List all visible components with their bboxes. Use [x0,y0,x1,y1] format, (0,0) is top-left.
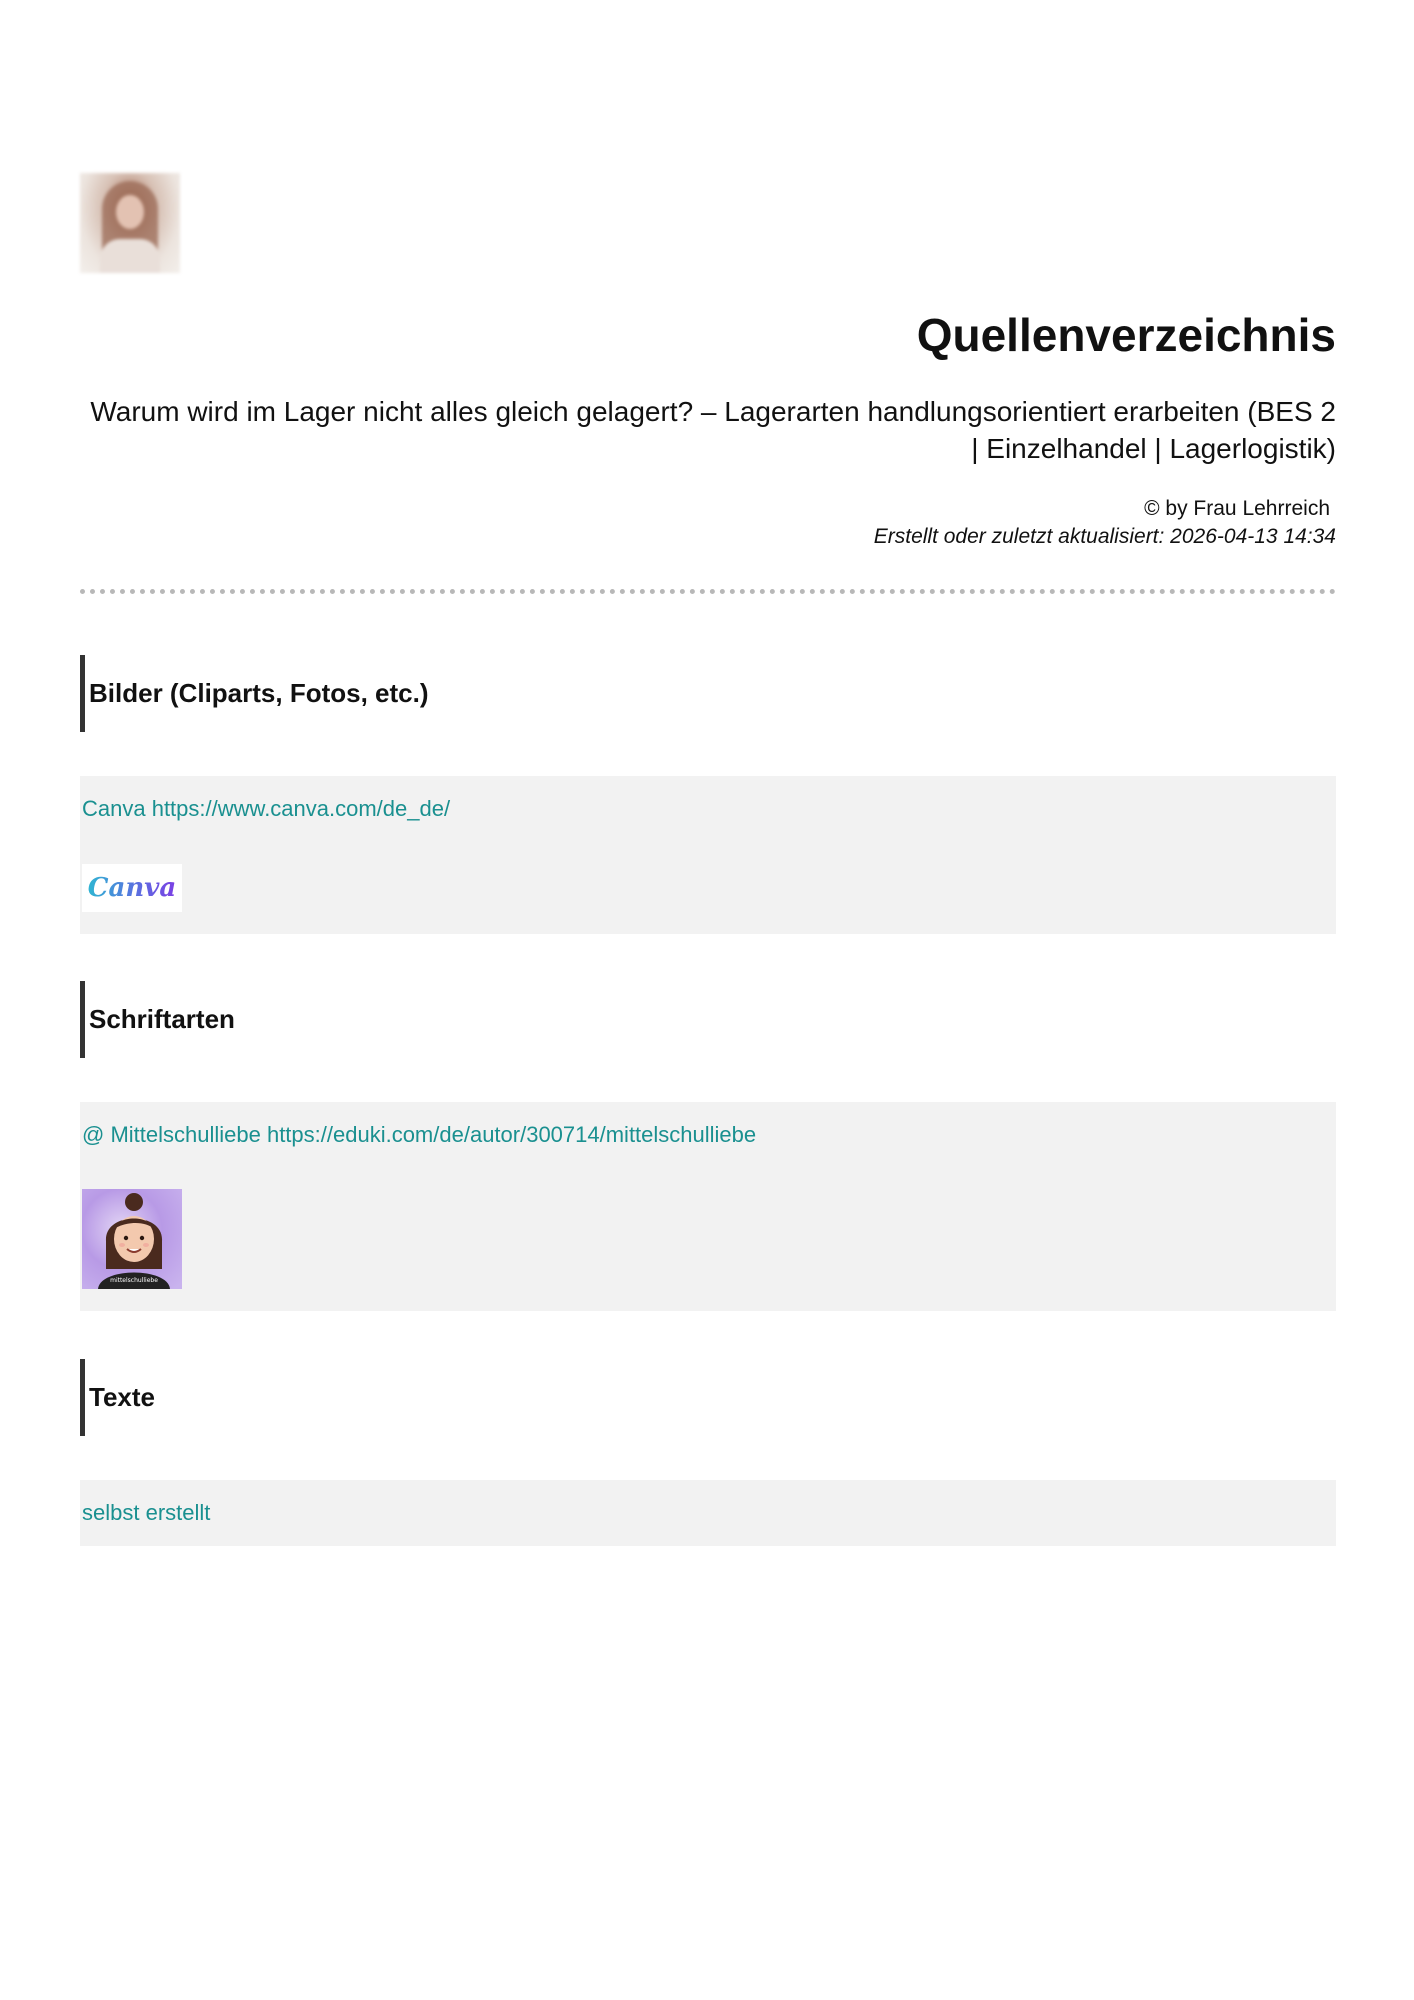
page-title: Quellenverzeichnis [916,309,1336,361]
dotted-divider [80,589,1336,594]
canva-logo-icon [82,864,182,912]
svg-text:mittelschulliebe: mittelschulliebe [110,1277,158,1284]
source-link-canva[interactable]: Canva https://www.canva.com/de_de/ [82,796,451,821]
svg-text:Canva: Canva [87,873,177,903]
copyright-text: © by Frau Lehrreich [1144,497,1330,520]
author-avatar [80,173,180,273]
source-link-mittelschulliebe[interactable]: @ Mittelschulliebe https://eduki.com/de/autor/300714/mittelschulliebe [82,1122,757,1147]
document-page [80,0,1336,2000]
section-heading-texte: Texte [80,1359,1336,1436]
section-heading-schriftarten: Schriftarten [80,981,1336,1058]
source-box-texte [80,1480,1336,1546]
source-text-selbst-erstellt: selbst erstellt [82,1500,211,1525]
mittelschulliebe-avatar [82,1189,182,1289]
page-subtitle: Warum wird im Lager nicht alles gleich gelagert? – Lagerarten handlungsorientiert erarbeiten (BES 2 | Einzelhandel | Lagerlogistik) [90,396,1336,464]
updated-timestamp: Erstellt oder zuletzt aktualisiert: 2026-04-13 14:34 [873,525,1336,548]
section-heading-bilder: Bilder (Cliparts, Fotos, etc.) [80,655,1336,732]
source-box-bilder [80,776,1336,934]
source-box-schriftarten [80,1102,1336,1311]
